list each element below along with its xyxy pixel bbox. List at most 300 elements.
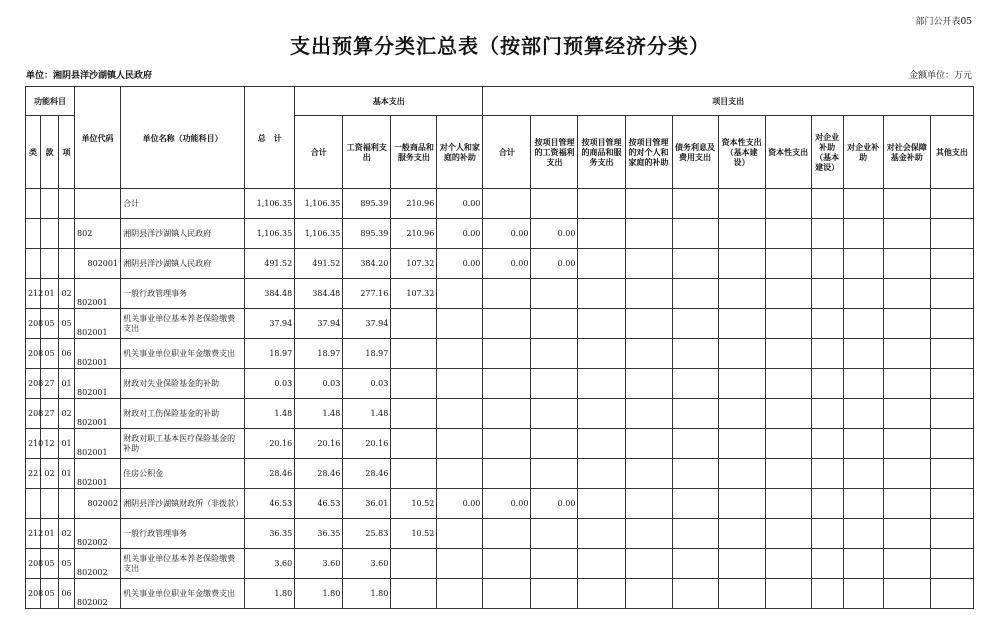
cell-project-empty <box>930 249 973 279</box>
cell-project-empty <box>578 279 625 309</box>
cell-lei: 208 <box>26 309 41 339</box>
cell-basic-goods <box>391 429 437 459</box>
cell-project-empty <box>672 519 718 549</box>
cell-kuan: 05 <box>41 309 59 339</box>
cell-project-empty <box>930 459 973 489</box>
cell-unit-name: 机关事业单位基本养老保险缴费支出 <box>121 549 245 579</box>
cell-project-empty <box>625 309 672 339</box>
cell-project-empty <box>883 369 930 399</box>
cell-project-empty <box>672 339 718 369</box>
cell-project-empty <box>578 399 625 429</box>
cell-basic-goods <box>391 579 437 609</box>
cell-unit-name: 湘阴县洋沙湖镇人民政府 <box>121 249 245 279</box>
cell-basic-total: 1.80 <box>295 579 343 609</box>
cell-lei: 208 <box>26 399 41 429</box>
cell-basic-family <box>437 549 483 579</box>
cell-project-empty <box>625 369 672 399</box>
cell-project-empty <box>883 519 930 549</box>
cell-project-empty <box>625 519 672 549</box>
cell-project-empty <box>765 309 811 339</box>
cell-basic-wage: 1.48 <box>343 399 391 429</box>
cell-project-total <box>483 399 531 429</box>
cell-basic-family <box>437 459 483 489</box>
cell-project-empty <box>718 369 765 399</box>
cell-basic-total: 491.52 <box>295 249 343 279</box>
cell-lei <box>26 249 41 279</box>
cell-project-empty <box>930 339 973 369</box>
header-project-col: 资本性支出 <box>765 116 811 189</box>
cell-xiang: 01 <box>59 369 75 399</box>
table-row <box>26 399 974 429</box>
cell-basic-total: 0.03 <box>295 369 343 399</box>
cell-basic-wage: 20.16 <box>343 429 391 459</box>
table-row <box>26 249 974 279</box>
cell-project-empty <box>625 549 672 579</box>
cell-project-total <box>483 309 531 339</box>
cell-basic-family <box>437 519 483 549</box>
cell-project-empty <box>843 549 883 579</box>
cell-basic-goods <box>391 459 437 489</box>
header-project-col: 合计 <box>483 116 531 189</box>
cell-project-wage <box>531 369 578 399</box>
cell-basic-total: 20.16 <box>295 429 343 459</box>
cell-project-empty <box>672 219 718 249</box>
cell-unit-code: 802001 <box>75 459 121 489</box>
cell-unit-code: 802001 <box>75 429 121 459</box>
cell-lei <box>26 489 41 519</box>
cell-project-empty <box>811 249 843 279</box>
table-row <box>26 309 974 339</box>
cell-project-empty <box>883 429 930 459</box>
cell-project-empty <box>765 339 811 369</box>
cell-project-empty <box>672 279 718 309</box>
cell-unit-name: 财政对职工基本医疗保险基金的补助 <box>121 429 245 459</box>
cell-project-wage <box>531 309 578 339</box>
cell-lei: 212 <box>26 279 41 309</box>
cell-lei: 208 <box>26 369 41 399</box>
table-row <box>26 189 974 219</box>
cell-project-wage <box>531 579 578 609</box>
cell-project-empty <box>765 399 811 429</box>
table-row <box>26 459 974 489</box>
header-kuan: 款 <box>41 116 59 189</box>
cell-basic-wage: 277.16 <box>343 279 391 309</box>
cell-basic-wage: 1.80 <box>343 579 391 609</box>
cell-unit-code: 802001 <box>75 249 121 279</box>
cell-basic-wage: 0.03 <box>343 369 391 399</box>
cell-project-empty <box>811 219 843 249</box>
cell-project-empty <box>930 279 973 309</box>
cell-project-wage: 0.00 <box>531 219 578 249</box>
table-row <box>26 339 974 369</box>
cell-project-empty <box>578 459 625 489</box>
cell-project-empty <box>578 369 625 399</box>
cell-basic-goods: 210.96 <box>391 189 437 219</box>
cell-project-empty <box>718 549 765 579</box>
cell-unit-name: 机关事业单位基本养老保险缴费支出 <box>121 309 245 339</box>
cell-xiang <box>59 189 75 219</box>
cell-unit-code: 802001 <box>75 279 121 309</box>
cell-basic-goods <box>391 549 437 579</box>
cell-unit-code: 802001 <box>75 399 121 429</box>
header-basic-col: 合计 <box>295 116 343 189</box>
cell-unit-name: 财政对失业保险基金的补助 <box>121 369 245 399</box>
cell-basic-goods <box>391 309 437 339</box>
cell-basic-wage: 895.39 <box>343 189 391 219</box>
header-project-col: 其他支出 <box>930 116 973 189</box>
cell-unit-code: 802002 <box>75 519 121 549</box>
cell-project-total <box>483 339 531 369</box>
cell-project-empty <box>930 189 973 219</box>
cell-lei: 210 <box>26 429 41 459</box>
cell-project-empty <box>843 519 883 549</box>
cell-total: 37.94 <box>245 309 295 339</box>
cell-project-empty <box>672 429 718 459</box>
cell-project-empty <box>843 309 883 339</box>
cell-lei <box>26 189 41 219</box>
cell-project-empty <box>811 459 843 489</box>
cell-lei: 221 <box>26 459 41 489</box>
cell-project-empty <box>843 489 883 519</box>
cell-project-wage <box>531 549 578 579</box>
cell-basic-total: 36.35 <box>295 519 343 549</box>
cell-project-empty <box>843 219 883 249</box>
cell-basic-family <box>437 369 483 399</box>
cell-project-empty <box>811 399 843 429</box>
cell-project-empty <box>883 309 930 339</box>
cell-project-empty <box>672 309 718 339</box>
cell-project-empty <box>843 369 883 399</box>
cell-unit-code: 802001 <box>75 369 121 399</box>
cell-project-wage <box>531 459 578 489</box>
cell-project-empty <box>811 579 843 609</box>
header-total: 总 计 <box>245 87 295 189</box>
cell-project-total <box>483 549 531 579</box>
cell-project-empty <box>883 399 930 429</box>
cell-project-empty <box>672 249 718 279</box>
cell-project-empty <box>578 339 625 369</box>
cell-project-empty <box>930 579 973 609</box>
cell-kuan: 02 <box>41 459 59 489</box>
cell-kuan: 27 <box>41 399 59 429</box>
cell-project-empty <box>718 519 765 549</box>
cell-basic-wage: 384.20 <box>343 249 391 279</box>
cell-project-empty <box>930 219 973 249</box>
cell-project-empty <box>625 219 672 249</box>
header-unit-code: 单位代码 <box>75 87 121 189</box>
cell-project-empty <box>718 249 765 279</box>
cell-kuan: 05 <box>41 549 59 579</box>
header-xiang: 项 <box>59 116 75 189</box>
cell-total: 0.03 <box>245 369 295 399</box>
header-basic-col: 工资福利支出 <box>343 116 391 189</box>
cell-project-total <box>483 189 531 219</box>
cell-project-wage <box>531 399 578 429</box>
cell-unit-name: 一般行政管理事务 <box>121 519 245 549</box>
header-basic: 基本支出 <box>295 87 483 116</box>
cell-basic-total: 1,106.35 <box>295 219 343 249</box>
cell-lei: 208 <box>26 579 41 609</box>
cell-basic-family: 0.00 <box>437 219 483 249</box>
cell-project-empty <box>843 279 883 309</box>
cell-project-empty <box>765 549 811 579</box>
cell-project-empty <box>718 309 765 339</box>
cell-project-empty <box>578 519 625 549</box>
header-unit-name: 单位名称（功能科目） <box>121 87 245 189</box>
cell-xiang <box>59 489 75 519</box>
cell-project-empty <box>765 219 811 249</box>
cell-kuan: 05 <box>41 339 59 369</box>
cell-unit-name: 机关事业单位职业年金缴费支出 <box>121 579 245 609</box>
cell-total: 1.80 <box>245 579 295 609</box>
cell-xiang <box>59 219 75 249</box>
cell-project-empty <box>843 339 883 369</box>
cell-basic-family: 0.00 <box>437 189 483 219</box>
cell-basic-total: 1,106.35 <box>295 189 343 219</box>
cell-project-empty <box>930 309 973 339</box>
cell-xiang: 02 <box>59 519 75 549</box>
cell-project-wage <box>531 429 578 459</box>
cell-project-empty <box>883 549 930 579</box>
cell-project-empty <box>811 339 843 369</box>
cell-total: 1.48 <box>245 399 295 429</box>
cell-project-empty <box>672 489 718 519</box>
header-project-col: 对企业补助 <box>843 116 883 189</box>
cell-unit-name: 机关事业单位职业年金缴费支出 <box>121 339 245 369</box>
form-number: 部门公开表05 <box>915 17 972 27</box>
header-func-subject: 功能科目 <box>26 87 75 116</box>
header-project-col: 对社会保障基金补助 <box>883 116 930 189</box>
cell-project-empty <box>718 399 765 429</box>
cell-project-empty <box>765 459 811 489</box>
cell-project-empty <box>843 399 883 429</box>
cell-unit-code: 802001 <box>75 309 121 339</box>
cell-project-empty <box>718 579 765 609</box>
cell-project-empty <box>718 459 765 489</box>
cell-basic-total: 37.94 <box>295 309 343 339</box>
cell-project-empty <box>930 399 973 429</box>
cell-project-empty <box>811 189 843 219</box>
cell-project-wage: 0.00 <box>531 249 578 279</box>
cell-total: 18.97 <box>245 339 295 369</box>
budget-table <box>25 86 974 609</box>
cell-project-empty <box>843 459 883 489</box>
cell-project-empty <box>765 189 811 219</box>
cell-project-empty <box>883 339 930 369</box>
cell-project-empty <box>765 429 811 459</box>
cell-project-empty <box>811 549 843 579</box>
cell-basic-total: 18.97 <box>295 339 343 369</box>
cell-project-empty <box>765 369 811 399</box>
cell-basic-wage: 36.01 <box>343 489 391 519</box>
cell-project-empty <box>625 249 672 279</box>
cell-project-empty <box>718 279 765 309</box>
cell-basic-goods: 107.32 <box>391 279 437 309</box>
cell-project-empty <box>883 249 930 279</box>
cell-basic-family <box>437 429 483 459</box>
cell-xiang: 06 <box>59 339 75 369</box>
cell-total: 3.60 <box>245 549 295 579</box>
cell-basic-family: 0.00 <box>437 489 483 519</box>
cell-project-empty <box>625 399 672 429</box>
cell-lei: 208 <box>26 549 41 579</box>
cell-project-total <box>483 369 531 399</box>
cell-kuan: 12 <box>41 429 59 459</box>
cell-basic-wage: 895.39 <box>343 219 391 249</box>
cell-basic-goods: 210.96 <box>391 219 437 249</box>
cell-basic-family <box>437 399 483 429</box>
cell-xiang: 02 <box>59 279 75 309</box>
cell-project-wage <box>531 189 578 219</box>
cell-basic-family <box>437 339 483 369</box>
cell-xiang: 01 <box>59 459 75 489</box>
cell-project-total: 0.00 <box>483 249 531 279</box>
cell-project-empty <box>811 369 843 399</box>
cell-unit-code: 802 <box>75 219 121 249</box>
cell-project-total <box>483 459 531 489</box>
cell-project-total <box>483 519 531 549</box>
cell-unit-code: 802002 <box>75 549 121 579</box>
cell-project-empty <box>930 429 973 459</box>
cell-project-empty <box>625 189 672 219</box>
cell-total: 46.53 <box>245 489 295 519</box>
cell-basic-wage: 28.46 <box>343 459 391 489</box>
header-project: 项目支出 <box>483 87 974 116</box>
cell-project-empty <box>811 309 843 339</box>
cell-project-empty <box>672 369 718 399</box>
table-row <box>26 369 974 399</box>
cell-total: 36.35 <box>245 519 295 549</box>
cell-project-empty <box>625 579 672 609</box>
table-row <box>26 219 974 249</box>
header-project-col: 资本性支出（基本建设） <box>718 116 765 189</box>
cell-unit-code: 802002 <box>75 489 121 519</box>
amount-unit-label: 金额单位：万元 <box>908 71 972 81</box>
table-row <box>26 489 974 519</box>
cell-basic-wage: 37.94 <box>343 309 391 339</box>
cell-basic-family: 0.00 <box>437 249 483 279</box>
cell-project-total <box>483 579 531 609</box>
cell-unit-name: 财政对工伤保险基金的补助 <box>121 399 245 429</box>
table-row <box>26 579 974 609</box>
cell-unit-name: 合计 <box>121 189 245 219</box>
cell-project-empty <box>672 579 718 609</box>
cell-project-empty <box>843 429 883 459</box>
cell-lei: 208 <box>26 339 41 369</box>
cell-project-empty <box>718 339 765 369</box>
cell-project-total <box>483 279 531 309</box>
cell-basic-total: 1.48 <box>295 399 343 429</box>
cell-project-empty <box>672 459 718 489</box>
cell-project-empty <box>578 309 625 339</box>
cell-project-empty <box>625 429 672 459</box>
cell-project-empty <box>843 579 883 609</box>
header-basic-col: 对个人和家庭的补助 <box>437 116 483 189</box>
cell-xiang: 06 <box>59 579 75 609</box>
header-project-col: 对企业补助（基本建设） <box>811 116 843 189</box>
cell-total: 20.16 <box>245 429 295 459</box>
cell-project-empty <box>578 219 625 249</box>
cell-unit-code <box>75 189 121 219</box>
cell-project-empty <box>718 219 765 249</box>
cell-project-empty <box>718 429 765 459</box>
cell-basic-goods <box>391 339 437 369</box>
cell-project-empty <box>930 369 973 399</box>
table-row <box>26 549 974 579</box>
cell-project-empty <box>672 399 718 429</box>
cell-kuan: 27 <box>41 369 59 399</box>
cell-basic-goods <box>391 399 437 429</box>
cell-project-empty <box>843 249 883 279</box>
header-lei: 类 <box>26 116 41 189</box>
cell-project-empty <box>578 249 625 279</box>
cell-kuan: 05 <box>41 579 59 609</box>
cell-kuan <box>41 249 59 279</box>
cell-project-empty <box>765 519 811 549</box>
cell-total: 28.46 <box>245 459 295 489</box>
cell-basic-total: 28.46 <box>295 459 343 489</box>
cell-project-empty <box>930 519 973 549</box>
cell-project-empty <box>811 429 843 459</box>
cell-project-empty <box>672 549 718 579</box>
cell-project-empty <box>578 189 625 219</box>
cell-unit-code: 802001 <box>75 339 121 369</box>
cell-basic-goods <box>391 369 437 399</box>
cell-project-empty <box>578 549 625 579</box>
cell-project-total: 0.00 <box>483 489 531 519</box>
unit-label: 单位：湘阴县洋沙湖镇人民政府 <box>26 71 153 81</box>
cell-project-empty <box>765 489 811 519</box>
cell-project-empty <box>883 579 930 609</box>
cell-xiang: 05 <box>59 549 75 579</box>
cell-project-empty <box>672 189 718 219</box>
cell-unit-code: 802002 <box>75 579 121 609</box>
cell-project-total: 0.00 <box>483 219 531 249</box>
cell-total: 1,106.35 <box>245 189 295 219</box>
cell-project-empty <box>883 219 930 249</box>
cell-basic-family <box>437 279 483 309</box>
cell-basic-total: 46.53 <box>295 489 343 519</box>
cell-basic-wage: 25.83 <box>343 519 391 549</box>
cell-total: 384.48 <box>245 279 295 309</box>
header-basic-col: 一般商品和服务支出 <box>391 116 437 189</box>
cell-kuan <box>41 219 59 249</box>
cell-unit-name: 住房公积金 <box>121 459 245 489</box>
cell-basic-wage: 18.97 <box>343 339 391 369</box>
cell-project-empty <box>578 429 625 459</box>
cell-lei <box>26 219 41 249</box>
cell-project-wage <box>531 519 578 549</box>
cell-project-total <box>483 429 531 459</box>
cell-basic-total: 384.48 <box>295 279 343 309</box>
cell-total: 1,106.35 <box>245 219 295 249</box>
cell-xiang: 05 <box>59 309 75 339</box>
cell-project-empty <box>930 489 973 519</box>
cell-kuan: 01 <box>41 519 59 549</box>
cell-basic-goods: 10.52 <box>391 519 437 549</box>
cell-xiang: 01 <box>59 429 75 459</box>
cell-unit-name: 湘阴县洋沙湖镇财政所（非拨款） <box>121 489 245 519</box>
header-project-col: 按项目管理的商品和服务支出 <box>578 116 625 189</box>
cell-xiang: 02 <box>59 399 75 429</box>
cell-basic-family <box>437 579 483 609</box>
cell-project-empty <box>718 489 765 519</box>
header-project-col: 按项目管理的对个人和家庭的补助 <box>625 116 672 189</box>
cell-project-empty <box>765 579 811 609</box>
cell-project-wage <box>531 339 578 369</box>
page-title: 支出预算分类汇总表（按部门预算经济分类） <box>290 34 710 58</box>
cell-project-empty <box>811 279 843 309</box>
